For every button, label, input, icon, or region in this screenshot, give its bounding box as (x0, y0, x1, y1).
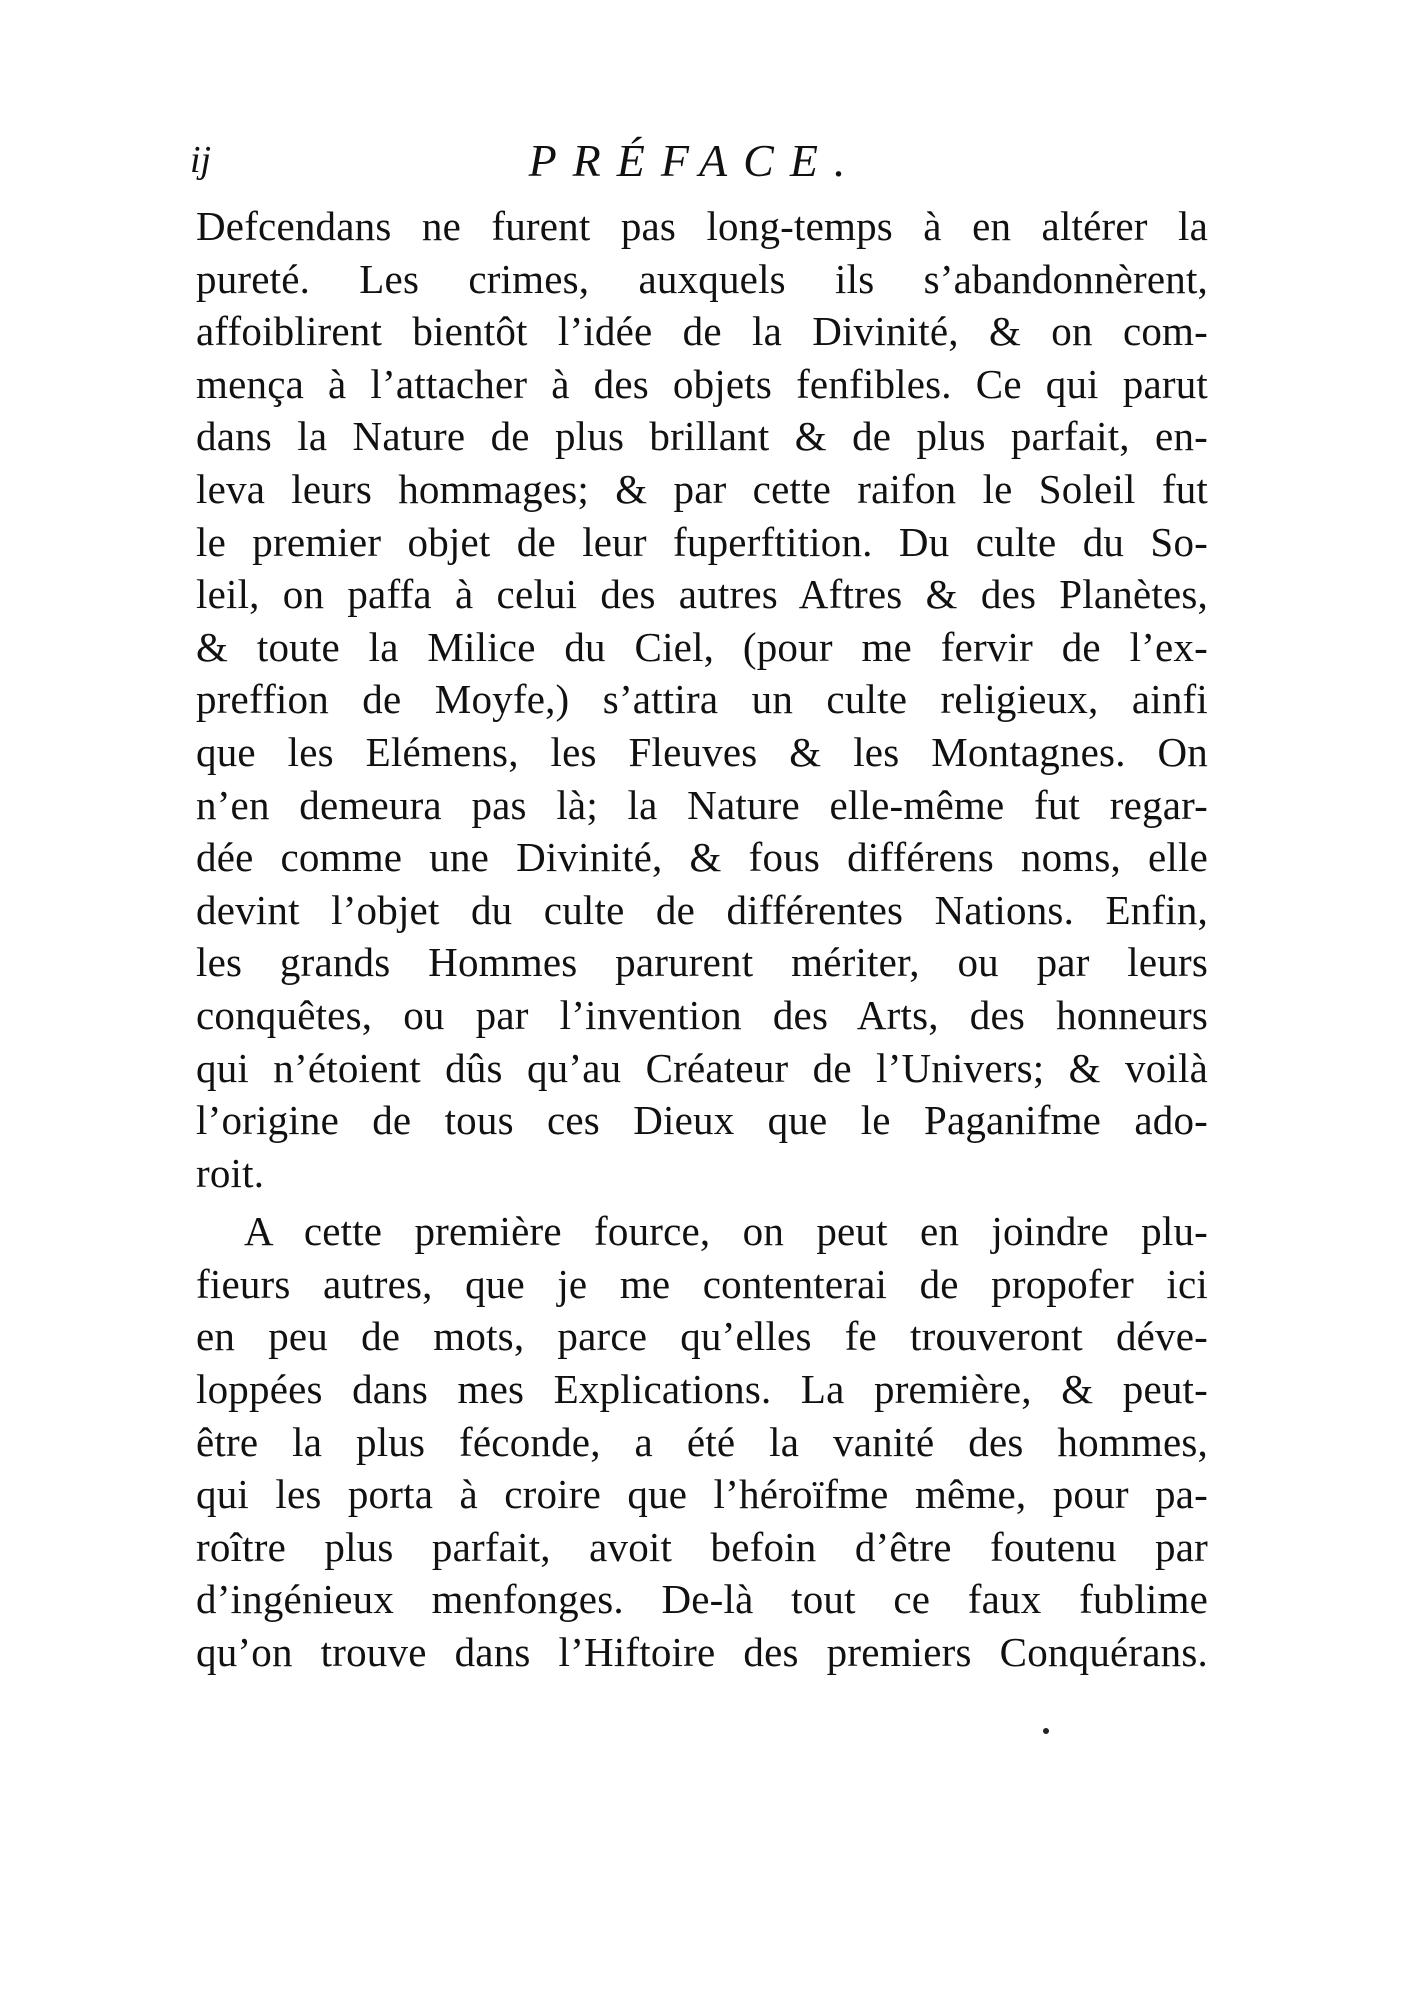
text-line: dée comme une Divinité, & fous différens noms, elle (196, 834, 1208, 881)
text-line: dans la Nature de plus brillant & de plus parfait, en- (196, 413, 1208, 460)
text-line: A cette première fource, on peut en joindre plu- (244, 1208, 1208, 1255)
text-line: en peu de mots, parce qu’elles fe trouveront déve- (196, 1313, 1208, 1360)
text-line: roître plus parfait, avoit befoin d’être foutenu par (196, 1523, 1208, 1570)
text-line: mença à l’attacher à des objets fenfibles. Ce qui parut (196, 360, 1208, 407)
paragraph-1 (196, 200, 1208, 1199)
text-line: qu’on trouve dans l’Hiftoire des premiers Conquérans. (196, 1629, 1208, 1676)
text-line: Defcendans ne furent pas long-temps à en altérer la (196, 203, 1208, 249)
body-text (196, 200, 1208, 1679)
text-line: le premier objet de leur fuperftition. Du culte du So- (196, 518, 1208, 565)
text-line: pureté. Les crimes, auxquels ils s’abandonnèrent, (196, 255, 1208, 302)
text-line: n’en demeura pas là; la Nature elle-même fut regar- (196, 781, 1208, 828)
paragraph-2 (196, 1205, 1208, 1678)
text-line: roit. (196, 1149, 265, 1196)
text-line: leil, on paffa à celui des autres Aftres & des Planètes, (196, 571, 1208, 618)
text-line: affoiblirent bientôt l’idée de la Divinité, & on com- (196, 308, 1208, 355)
page-header (190, 134, 1200, 194)
text-line: & toute la Milice du Ciel, (pour me fervir de l’ex- (196, 623, 1208, 670)
text-line: que les Elémens, les Fleuves & les Montagnes. On (196, 728, 1208, 775)
text-line: être la plus féconde, a été la vanité des hommes, (196, 1418, 1208, 1465)
text-line: les grands Hommes parurent mériter, ou par leurs (196, 939, 1208, 986)
running-title: PRÉFACE. (528, 135, 862, 186)
text-line: l’origine de tous ces Dieux que le Paganifme ado- (196, 1097, 1208, 1144)
page-number: ij (190, 139, 212, 181)
text-line: fieurs autres, que je me contenterai de propofer ici (196, 1260, 1208, 1307)
text-line: qui n’étoient dûs qu’au Créateur de l’Univers; & voilà (196, 1044, 1208, 1091)
text-line: conquêtes, ou par l’invention des Arts, des honneurs (196, 991, 1208, 1038)
ink-speck (1043, 1728, 1049, 1734)
text-line: qui les porta à croire que l’héroïfme même, pour pa- (196, 1471, 1208, 1518)
text-line: loppées dans mes Explications. La première, & peut- (196, 1366, 1208, 1413)
text-line: d’ingénieux menfonges. De-là tout ce faux fublime (196, 1576, 1208, 1623)
text-line: preffion de Moyfe,) s’attira un culte religieux, ainfi (196, 676, 1208, 723)
text-line: devint l’objet du culte de différentes Nations. Enfin, (196, 886, 1208, 933)
text-line: leva leurs hommages; & par cette raifon le Soleil fut (196, 465, 1208, 512)
